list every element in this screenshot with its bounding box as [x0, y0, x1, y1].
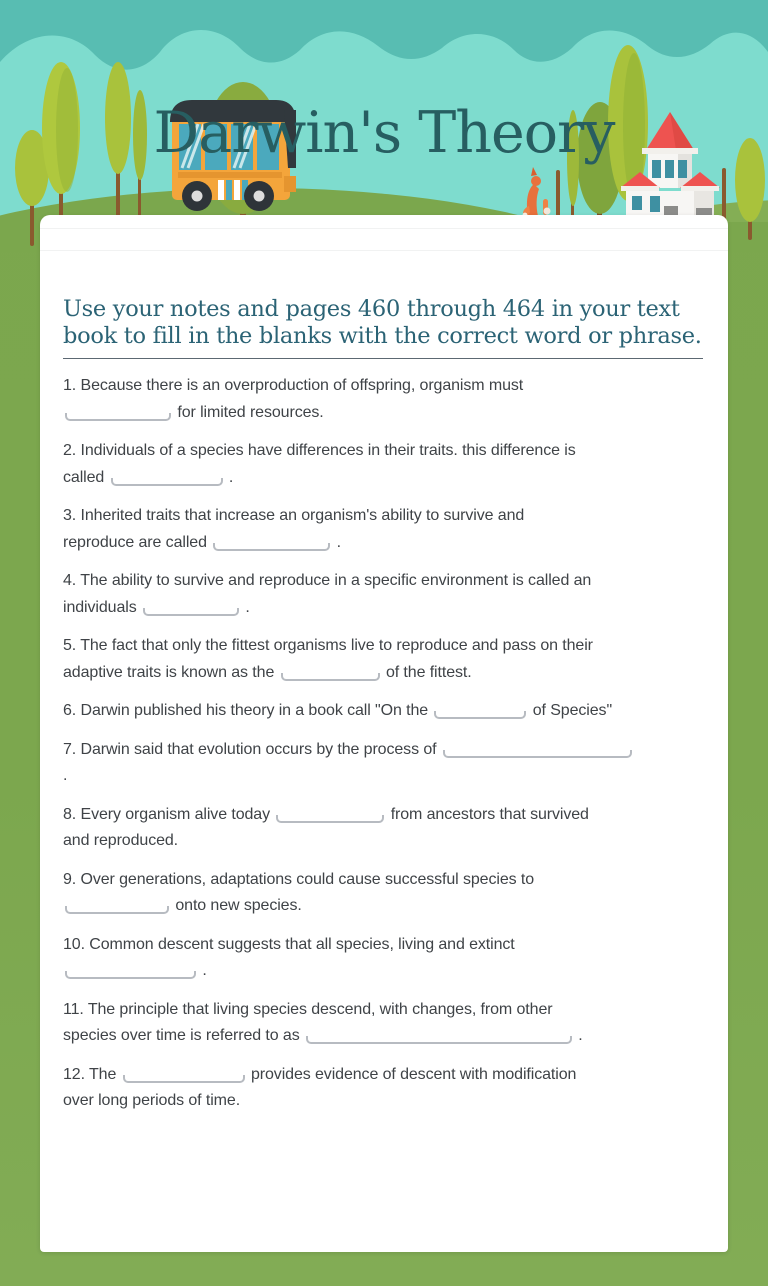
- question-number: 8.: [63, 805, 81, 823]
- question-text: from ancestors that survived: [386, 805, 589, 823]
- question: [63, 633, 703, 686]
- question-text: individuals: [63, 598, 141, 616]
- question-number: 12.: [63, 1065, 89, 1083]
- fill-in-blank[interactable]: [65, 906, 169, 914]
- section-divider: [63, 358, 703, 359]
- question-number: 3.: [63, 507, 81, 524]
- question-text: Darwin published his theory in a book call "On the: [80, 702, 433, 719]
- question-number: 1.: [63, 377, 81, 394]
- fill-in-blank[interactable]: [281, 673, 380, 681]
- question-text: Because there is an overproduction of offspring, organism must: [80, 377, 524, 394]
- question-text: .: [573, 1027, 583, 1044]
- fill-in-blank[interactable]: [276, 815, 384, 823]
- question-text: adaptive traits is known as the: [63, 663, 279, 681]
- fill-in-blank[interactable]: [111, 478, 223, 486]
- worksheet-card: [40, 215, 728, 1252]
- question: [63, 867, 703, 920]
- question-text: onto new species.: [171, 897, 302, 914]
- question-number: 6.: [63, 702, 81, 719]
- question: [63, 698, 703, 725]
- question-text: over long periods of time.: [63, 1092, 241, 1109]
- question-number: 7.: [63, 740, 81, 758]
- question-text: Inherited traits that increase an organism's ability to survive and: [80, 507, 525, 524]
- instructions-heading: Use your notes and pages 460 through 464 in your text book to fill in the blanks with the correct word or phrase.: [63, 296, 702, 349]
- fill-in-blank[interactable]: [65, 971, 196, 979]
- fill-in-blank[interactable]: [213, 543, 330, 551]
- question: [63, 802, 703, 855]
- question-text: .: [63, 767, 68, 784]
- question-text: called: [63, 468, 109, 486]
- card-content: [40, 215, 728, 1115]
- question-text: The fact that only the fittest organisms live to reproduce and pass on their: [80, 637, 593, 654]
- question-text: Every organism alive today: [80, 805, 275, 823]
- question-text: .: [224, 468, 234, 486]
- question-number: 2.: [63, 442, 81, 459]
- card-divider-line: [40, 228, 728, 229]
- fill-in-blank[interactable]: [443, 750, 632, 758]
- question: [63, 438, 703, 491]
- question-text: Darwin said that evolution occurs by the process of: [80, 740, 441, 758]
- question: [63, 997, 703, 1050]
- fill-in-blank[interactable]: [434, 711, 526, 719]
- question-number: 10.: [63, 935, 90, 953]
- question-text: reproduce are called: [63, 533, 212, 551]
- question-text: provides evidence of descent with modification: [246, 1065, 577, 1083]
- question-number: 4.: [63, 572, 81, 589]
- question-text: .: [240, 598, 250, 616]
- question-text: The: [89, 1065, 121, 1083]
- question-text: of the fittest.: [381, 663, 472, 681]
- question-text: Individuals of a species have differences in their traits. this difference is: [80, 442, 576, 459]
- question-text: and reproduced.: [63, 832, 179, 849]
- question-text: of Species": [528, 702, 613, 719]
- question-number: 11.: [63, 1000, 88, 1018]
- question-text: .: [332, 533, 341, 551]
- card-divider-line: [40, 250, 728, 251]
- question-number: 5.: [63, 637, 81, 654]
- fill-in-blank[interactable]: [143, 608, 239, 616]
- questions-list: [63, 373, 703, 1115]
- question-number: 9.: [63, 870, 81, 888]
- question-text: for limited resources.: [173, 403, 324, 421]
- question: [63, 373, 703, 426]
- worksheet-title: Darwin's Theory: [153, 100, 615, 166]
- question-text: The ability to survive and reproduce in a specific environment is called an: [80, 572, 592, 589]
- question: [63, 503, 703, 556]
- question: [63, 568, 703, 621]
- fill-in-blank[interactable]: [306, 1036, 572, 1044]
- question-text: The principle that living species descend, with changes, from other: [87, 1000, 553, 1018]
- question-text: species over time is referred to as: [63, 1027, 304, 1044]
- fill-in-blank[interactable]: [65, 413, 171, 421]
- question: [63, 737, 703, 790]
- question: [63, 1062, 703, 1115]
- question-text: .: [198, 962, 207, 979]
- fill-in-blank[interactable]: [123, 1075, 245, 1083]
- question-text: Common descent suggests that all species, living and extinct: [89, 935, 515, 953]
- question: [63, 932, 703, 985]
- question-text: Over generations, adaptations could cause successful species to: [80, 870, 535, 888]
